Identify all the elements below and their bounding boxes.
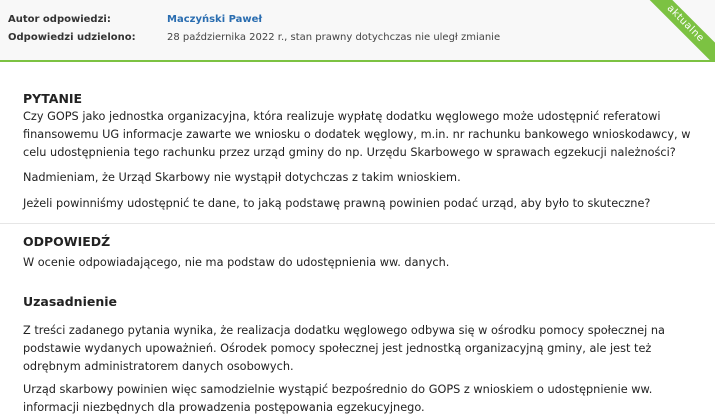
question-paragraph: Czy GOPS jako jednostka organizacyjna, która realizuje wypłatę dodatku węglowego może udostępnić referatowi finansowemu UG informacje zawarte we wniosku o dodatek węglowy, m.in. nr rachunku bankowego wnioskodawcy, w celu udostępnienia tego rachunku przez urząd gminy do np. Urzędu Skarbowego w sprawach egzekucji należności? xyxy=(23,110,691,159)
section-divider xyxy=(0,223,715,224)
status-ribbon: aktualne xyxy=(637,0,715,62)
author-link[interactable]: Maczyński Paweł xyxy=(167,14,263,25)
justification-paragraph: Urząd skarbowy powinien więc samodzielnie wystąpić bezpośrednio do GOPS z wnioskiem o udostępnienie ww. informacji niezbędnych dla prowadzenia postępowania egzekucyjnego. xyxy=(23,383,653,414)
question-heading: PYTANIE xyxy=(23,91,83,106)
answer-heading: ODPOWIEDŹ xyxy=(23,234,111,249)
justification-heading: Uzasadnienie xyxy=(23,294,118,309)
answered-label: Odpowiedzi udzielono: xyxy=(8,32,136,43)
question-paragraph: Nadmieniam, że Urząd Skarbowy nie wystąpił dotychczas z takim wnioskiem. xyxy=(23,171,461,184)
author-label: Autor odpowiedzi: xyxy=(8,14,111,25)
answered-date: 28 października 2022 r., stan prawny dotychczas nie uległ zmianie xyxy=(167,32,501,43)
justification-paragraph: Z treści zadanego pytania wynika, że realizacja dodatku węglowego odbywa się w ośrodku pomocy społecznej na podstawie wydanych upoważnień. Ośrodek pomocy społecznej jest jednostką organizacyjną gminy, ale jest też odrębnym administratorem danych osobowych. xyxy=(23,324,665,373)
answer-paragraph: W ocenie odpowiadającego, nie ma podstaw do udostępnienia ww. danych. xyxy=(23,256,450,269)
answer-meta-panel xyxy=(0,0,715,62)
question-paragraph: Jeżeli powinniśmy udostępnić te dane, to jaką podstawę prawną powinien podać urząd, aby było to skuteczne? xyxy=(23,197,651,210)
